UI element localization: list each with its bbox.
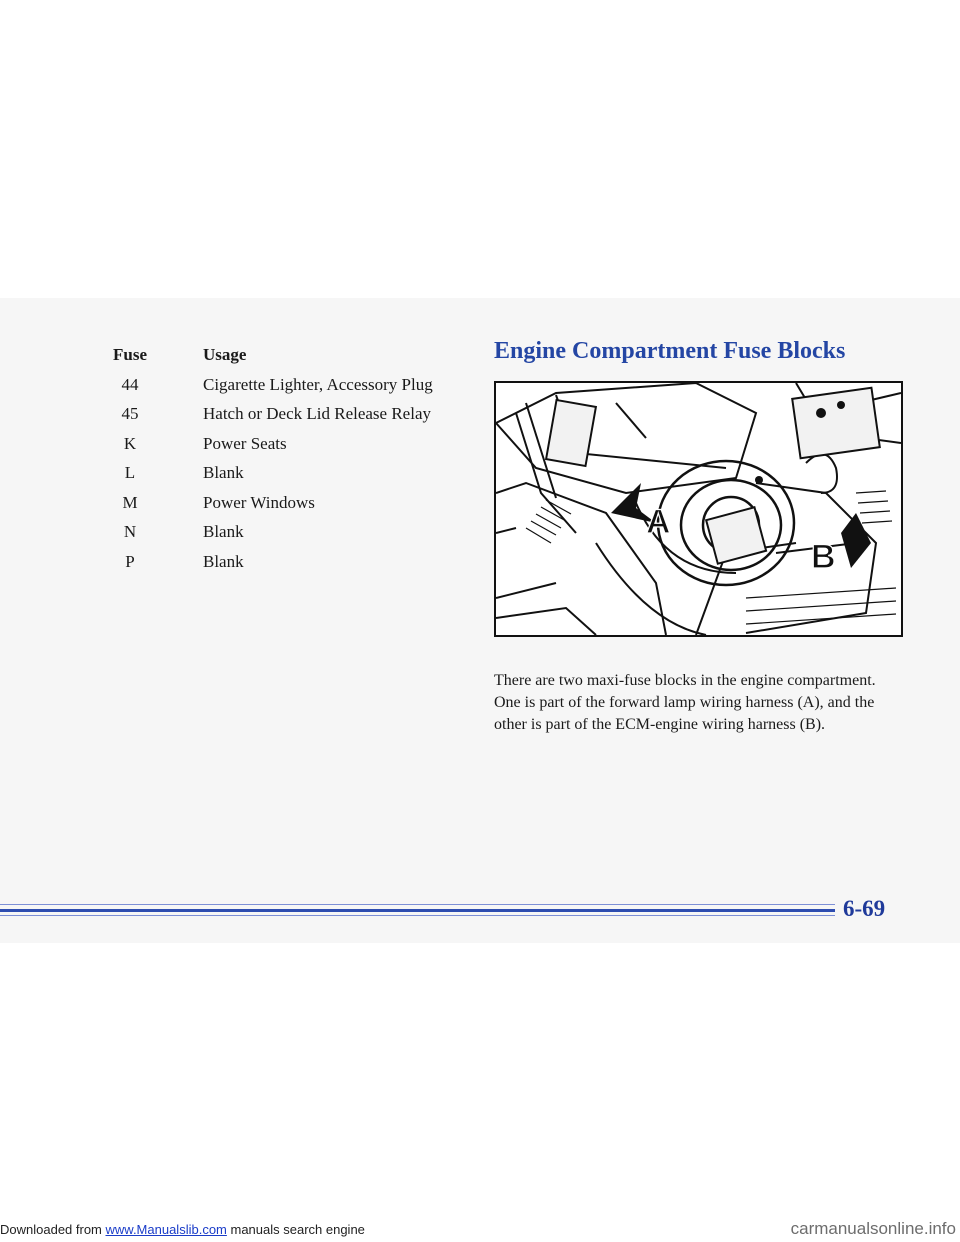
table-row <box>100 429 460 459</box>
engine-illustration <box>496 383 901 635</box>
table-row <box>100 488 460 518</box>
download-footer <box>0 1222 365 1237</box>
fuse-id: M <box>122 492 138 512</box>
fuse-id: L <box>124 463 136 483</box>
table-row <box>100 370 460 400</box>
fuse-column-header: Fuse <box>113 345 147 364</box>
table-row <box>100 547 460 577</box>
fuse-id: 45 <box>121 404 139 424</box>
watermark: carmanualsonline.info <box>790 1219 956 1238</box>
table-row <box>100 518 460 548</box>
fuse-usage: Power Windows <box>203 492 315 512</box>
fuse-id: K <box>123 433 137 453</box>
page-rule <box>0 909 835 912</box>
fuse-id: N <box>123 522 137 542</box>
figure-label-b: B <box>811 538 836 576</box>
section-title: Engine Compartment Fuse Blocks <box>494 338 846 364</box>
body-paragraph: There are two maxi-fuse blocks in the engine compartment. One is part of the forward lamp wiring harness (A), and the other is part of the ECM-engine wiring harness (B). <box>494 672 876 733</box>
table-row <box>100 400 460 430</box>
fuse-id: P <box>125 551 135 571</box>
table-row <box>100 459 460 489</box>
page-number: 6-69 <box>843 896 886 921</box>
fuse-usage: Power Seats <box>203 433 287 453</box>
fuse-usage: Blank <box>203 551 244 571</box>
page-rule-thin-bottom <box>0 915 835 916</box>
footer-suffix: manuals search engine <box>226 1222 365 1237</box>
usage-column-header: Usage <box>203 345 247 364</box>
manualslib-link[interactable]: www.Manualslib.com <box>105 1222 227 1237</box>
fuse-usage: Blank <box>203 463 244 483</box>
fuse-table-header <box>100 340 460 370</box>
fuse-table <box>100 340 460 577</box>
fuse-id: 44 <box>121 374 139 394</box>
fuse-usage: Cigarette Lighter, Accessory Plug <box>203 374 433 394</box>
fuse-usage: Blank <box>203 522 244 542</box>
page-rule-thin-top <box>0 904 835 905</box>
figure-label-a: A <box>646 503 671 541</box>
engine-compartment-figure <box>494 381 903 637</box>
footer-prefix: Downloaded from <box>0 1222 106 1237</box>
fuse-usage: Hatch or Deck Lid Release Relay <box>203 404 431 424</box>
